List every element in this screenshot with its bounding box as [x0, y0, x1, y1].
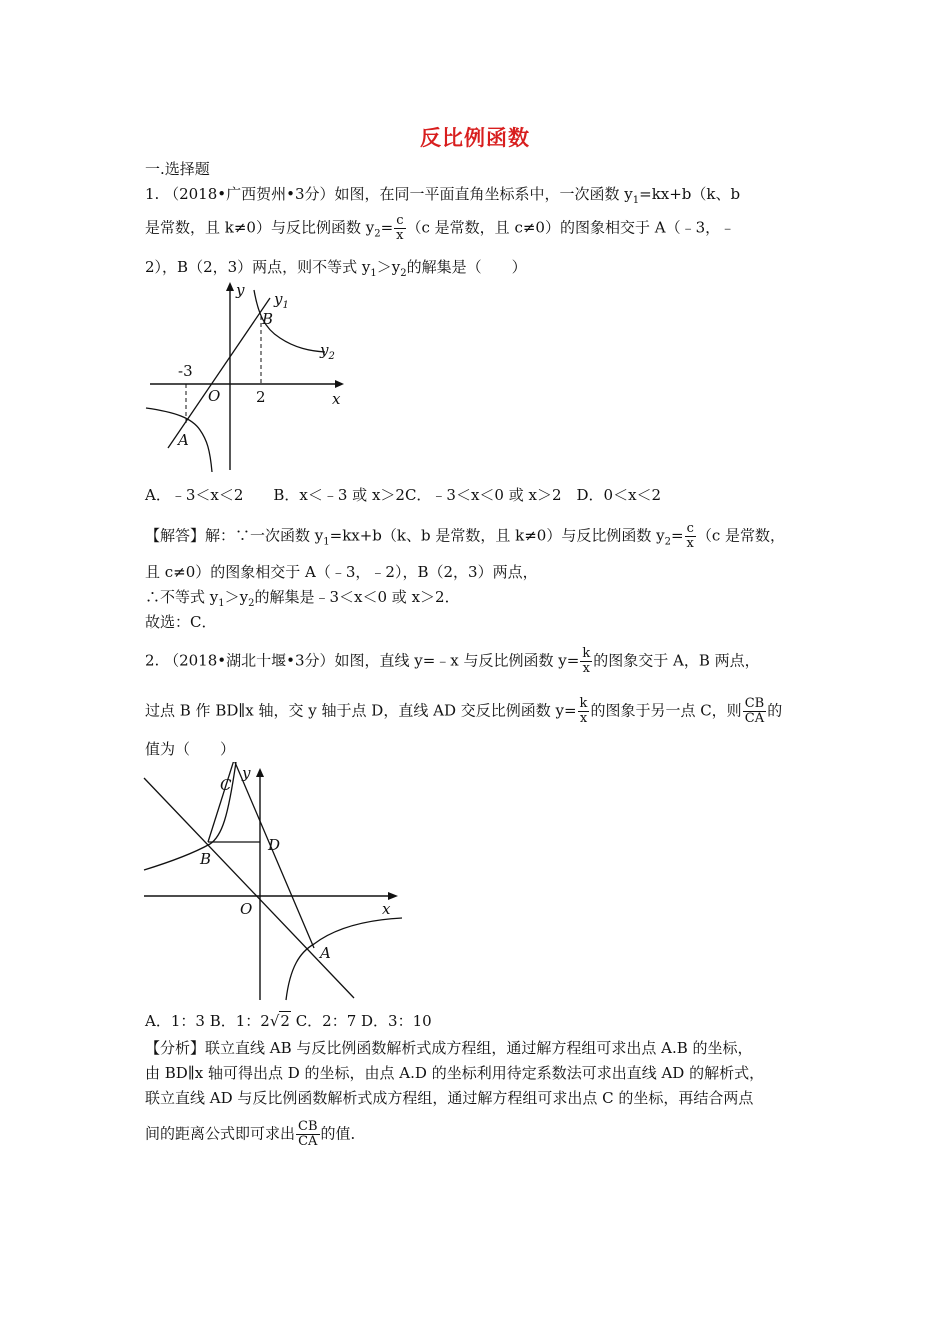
fraction-c-over-x: $\frac{c}{x}$ [396, 213, 404, 243]
q2-analysis-line4: 间的距离公式即可求出 $\frac{CB}{CA}$ 的值． [145, 1119, 366, 1149]
point-a-label: A [320, 944, 331, 962]
point-c-label: C [220, 776, 232, 794]
fraction-c-over-x: $\frac{c}{x}$ [686, 521, 694, 551]
line-ad [234, 762, 314, 948]
q1-line3: 2），B（2，3）两点，则不等式 $y_1>y_2$的解集是（ ） [145, 258, 527, 279]
q1-answer-line3: ∴不等式 $y_1>y_2$的解集是﹣3＜x＜0 或 x＞2． [145, 588, 460, 609]
y1-label: $y_1$ [274, 290, 289, 311]
tick-neg3-label: -3 [178, 362, 193, 380]
origin-label: O [240, 900, 253, 918]
q2-analysis-line3: 联立直线 AD 与反比例函数解析式成方程组，通过解方程组可求出点 C 的坐标，再结合两点 [145, 1089, 754, 1107]
y-axis-arrow [226, 282, 234, 291]
origin-label: O [208, 387, 221, 405]
q2-line2: 过点 B 作 BD∥x 轴，交 y 轴于点 D，直线 AD 交反比例函数 y= $\frac{k}{x}$ 的图象于另一点 C，则 $\frac{CB}{CA}$ 的 [145, 696, 783, 726]
q2-analysis-line1: 【分析】联立直线 AB 与反比例函数解析式成方程组，通过解方程组可求出点 A.B 的坐标， [145, 1039, 753, 1057]
tick-2-label: 2 [256, 388, 266, 406]
q1-graph [140, 278, 360, 476]
y2-label: $y_2$ [320, 341, 335, 362]
q2-graph [140, 762, 410, 1002]
fraction-k-over-x: $\frac{k}{x}$ [582, 646, 591, 676]
y-axis-label: y [242, 764, 251, 782]
sqrt-2: √2 [269, 1012, 290, 1030]
q2-analysis-line2: 由 BD∥x 轴可得出点 D 的坐标，由点 A.D 的坐标利用待定系数法可求出直线 AD 的解析式， [145, 1064, 765, 1082]
q2-line3: 值为（ ） [145, 740, 236, 758]
point-a-label: A [178, 431, 189, 449]
x-axis-arrow [388, 892, 398, 900]
q2-options: A．1：3 B．1：2√2 C．2：7 D．3：10 [145, 1012, 432, 1030]
q1-options: A．﹣3＜x＜2 B．x＜﹣3 或 x＞2C．﹣3＜x＜0 或 x＞2 D．0＜x＜2 [145, 486, 662, 504]
fraction-k-over-x: $\frac{k}{x}$ [579, 696, 588, 726]
point-d-label: D [268, 836, 281, 854]
fraction-cb-over-ca: $\frac{CB}{CA}$ [298, 1119, 318, 1149]
section-heading: 一.选择题 [145, 160, 210, 178]
q2-line1: 2. （2018•湖北十堰•3分）如图，直线 y=﹣x 与反比例函数 y= $\frac{k}{x}$ 的图象交于 A，B 两点， [145, 646, 760, 676]
q1-line2: 是常数，且 k≠0）与反比例函数 $y_2=$ $\frac{c}{x}$ （c 是常数，且 c≠0）的图象相交于 A（﹣3，﹣ [145, 213, 736, 243]
x-axis-label: x [382, 900, 391, 918]
point-b-label: B [262, 310, 274, 328]
x-axis-label: x [332, 390, 341, 408]
y-axis-arrow [256, 768, 264, 777]
q1-choice: 故选：C． [145, 613, 217, 631]
line-y-neg-x [144, 778, 354, 998]
page-title: 反比例函数 [420, 125, 530, 150]
q1-answer-line1: 【解答】解：∵一次函数 $y_1=kx+b(k$、b 是常数，且 k≠0）与反比例函数 $y_2=$ $\frac{c}{x}$ （c 是常数， [145, 521, 786, 551]
q1-answer-line2: 且 c≠0）的图象相交于 A（﹣3，﹣2），B（2，3）两点， [145, 563, 538, 581]
fraction-cb-over-ca: $\frac{CB}{CA}$ [744, 696, 765, 726]
y-axis-label: y [236, 281, 245, 299]
q1-line1: 1. （2018•广西贺州•3分）如图，在同一平面直角坐标系中，一次函数 $y_1=kx+b(k$、b [145, 185, 741, 206]
point-b-label: B [200, 850, 212, 868]
x-axis-arrow [335, 380, 344, 388]
